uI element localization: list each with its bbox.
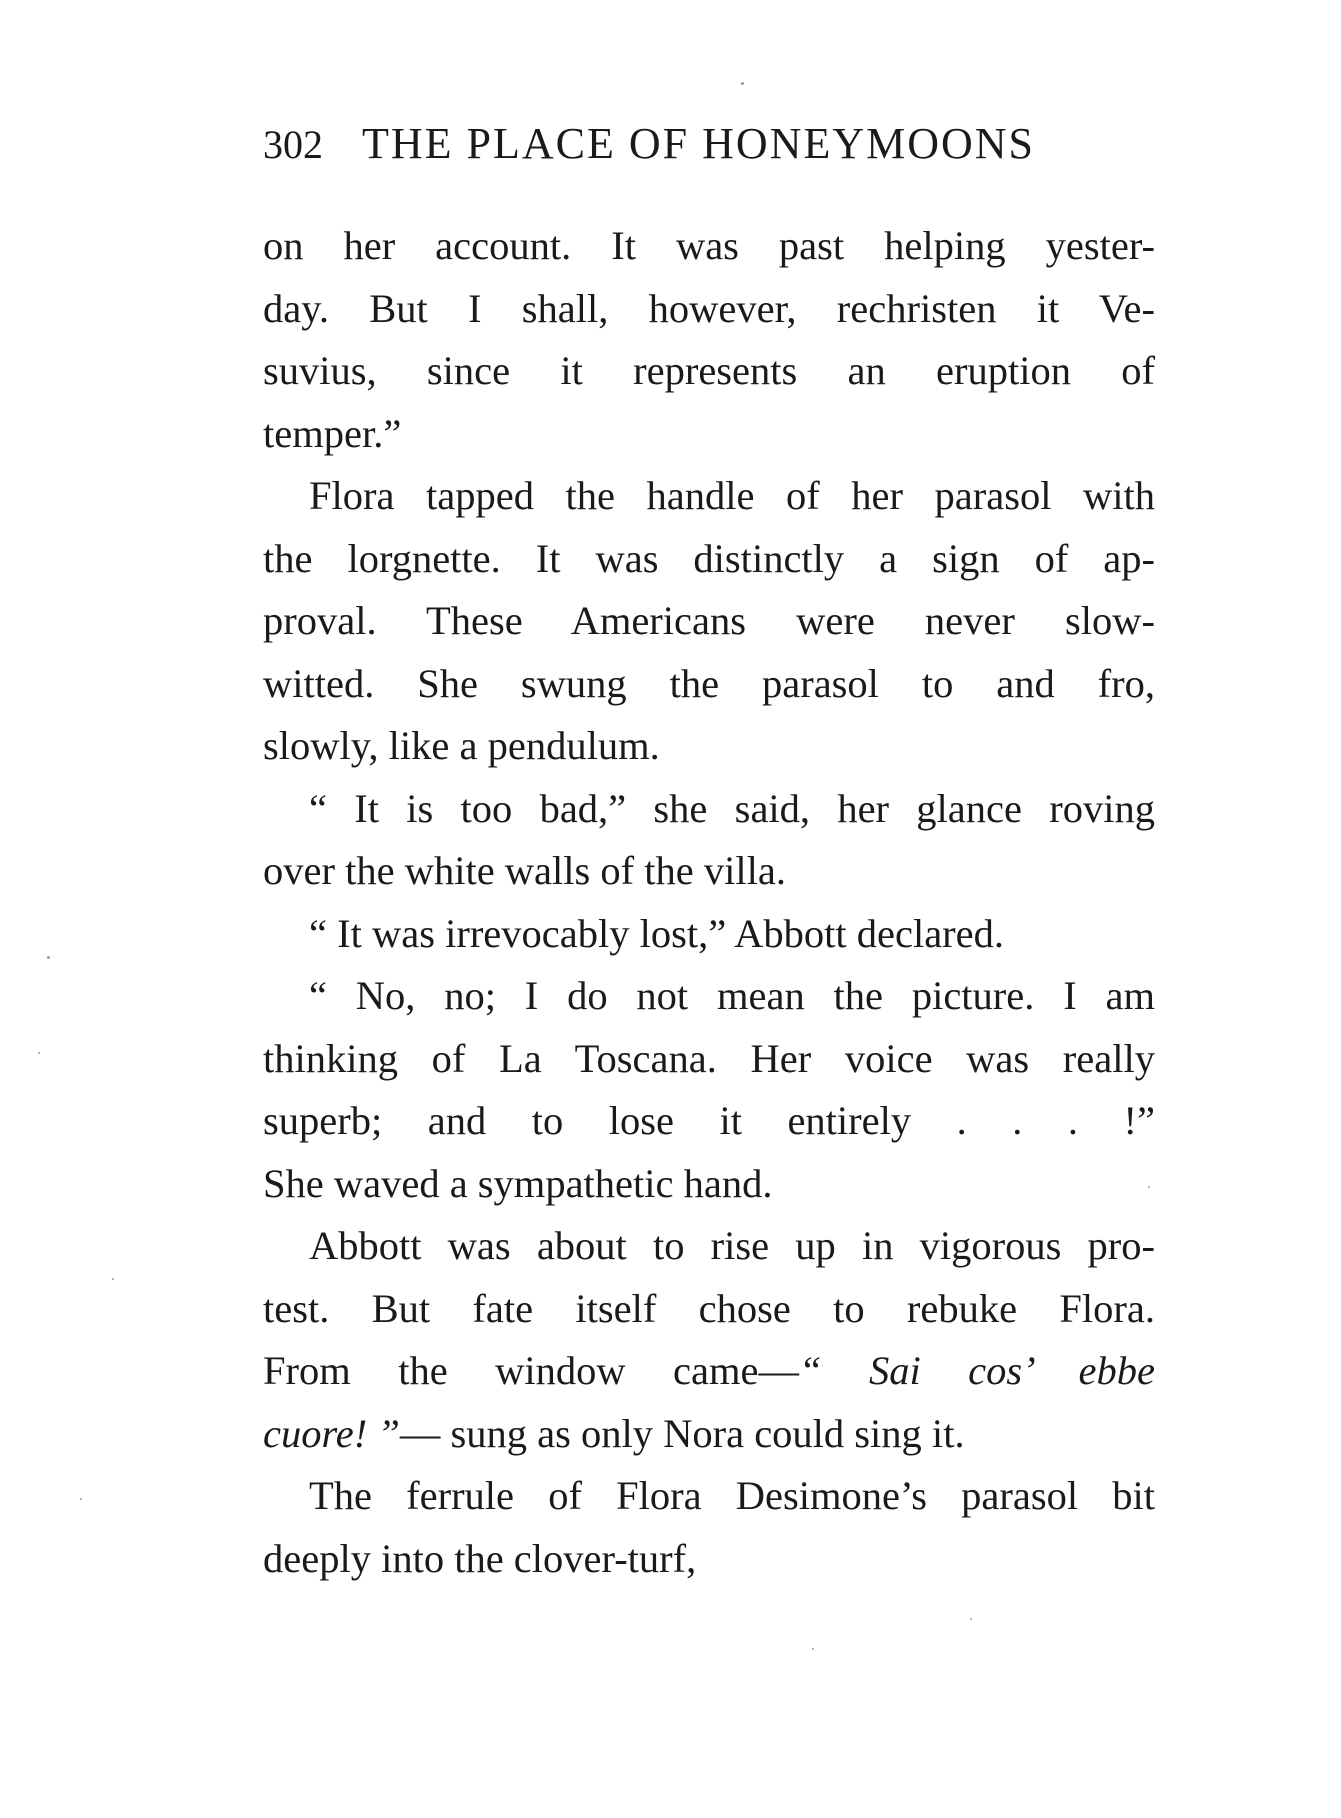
- paper-speck: [80, 1498, 82, 1500]
- italic-segment: cuore! ”: [263, 1410, 400, 1456]
- text-line: [263, 1340, 1155, 1403]
- page-number: 302: [263, 122, 323, 167]
- text-line: superb; and to lose it entirely . . . !”: [263, 1098, 1155, 1143]
- text-line: test. But fate itself chose to rebuke Flora.: [263, 1285, 1155, 1331]
- text-line: “ No, no; I do not mean the picture. I am: [309, 973, 1155, 1018]
- paper-speck: [38, 1052, 40, 1054]
- text-line: Abbott was about to rise up in vigorous pro-: [309, 1223, 1155, 1268]
- italic-segment: “ Sai cos’ ebbe: [798, 1348, 1156, 1393]
- text-line: on her account. It was past helping yester-: [263, 223, 1155, 268]
- paper-speck: [112, 1278, 114, 1280]
- text-line: suvius, since it represents an eruption of: [263, 348, 1155, 393]
- running-head: THE PLACE OF HONEYMOONS: [362, 119, 1036, 168]
- paper-speck: [812, 1648, 814, 1650]
- text-segment: — sung as only Nora could sing it.: [399, 1410, 965, 1456]
- text-segment: From the window came—: [263, 1348, 799, 1393]
- text-line: temper.”: [263, 410, 402, 456]
- paper-speck: [970, 1618, 972, 1620]
- text-line: deeply into the clover-turf,: [263, 1535, 697, 1581]
- text-line: day. But I shall, however, rechristen it Ve-: [263, 285, 1155, 331]
- body-text: [263, 215, 1155, 1590]
- text-line: Flora tapped the handle of her parasol with: [309, 473, 1155, 518]
- text-line: witted. She swung the parasol to and fro,: [263, 660, 1155, 706]
- text-line: proval. These Americans were never slow-: [263, 598, 1155, 643]
- paper-speck: [47, 956, 50, 959]
- paper-speck: [741, 82, 744, 85]
- text-line: [263, 1403, 1155, 1466]
- text-line: She waved a sympathetic hand.: [263, 1160, 773, 1206]
- text-line: slowly, like a pendulum.: [263, 723, 660, 768]
- text-line: over the white walls of the villa.: [263, 848, 786, 893]
- text-line: “ It was irrevocably lost,” Abbott declared.: [309, 910, 1005, 956]
- paper-speck: [1148, 1186, 1150, 1188]
- text-line: “ It is too bad,” she said, her glance roving: [309, 785, 1155, 831]
- page-header: [263, 118, 1163, 188]
- text-line: the lorgnette. It was distinctly a sign of ap-: [263, 535, 1155, 581]
- text-line: thinking of La Toscana. Her voice was really: [263, 1035, 1155, 1081]
- text-line: The ferrule of Flora Desimone’s parasol bit: [309, 1473, 1155, 1518]
